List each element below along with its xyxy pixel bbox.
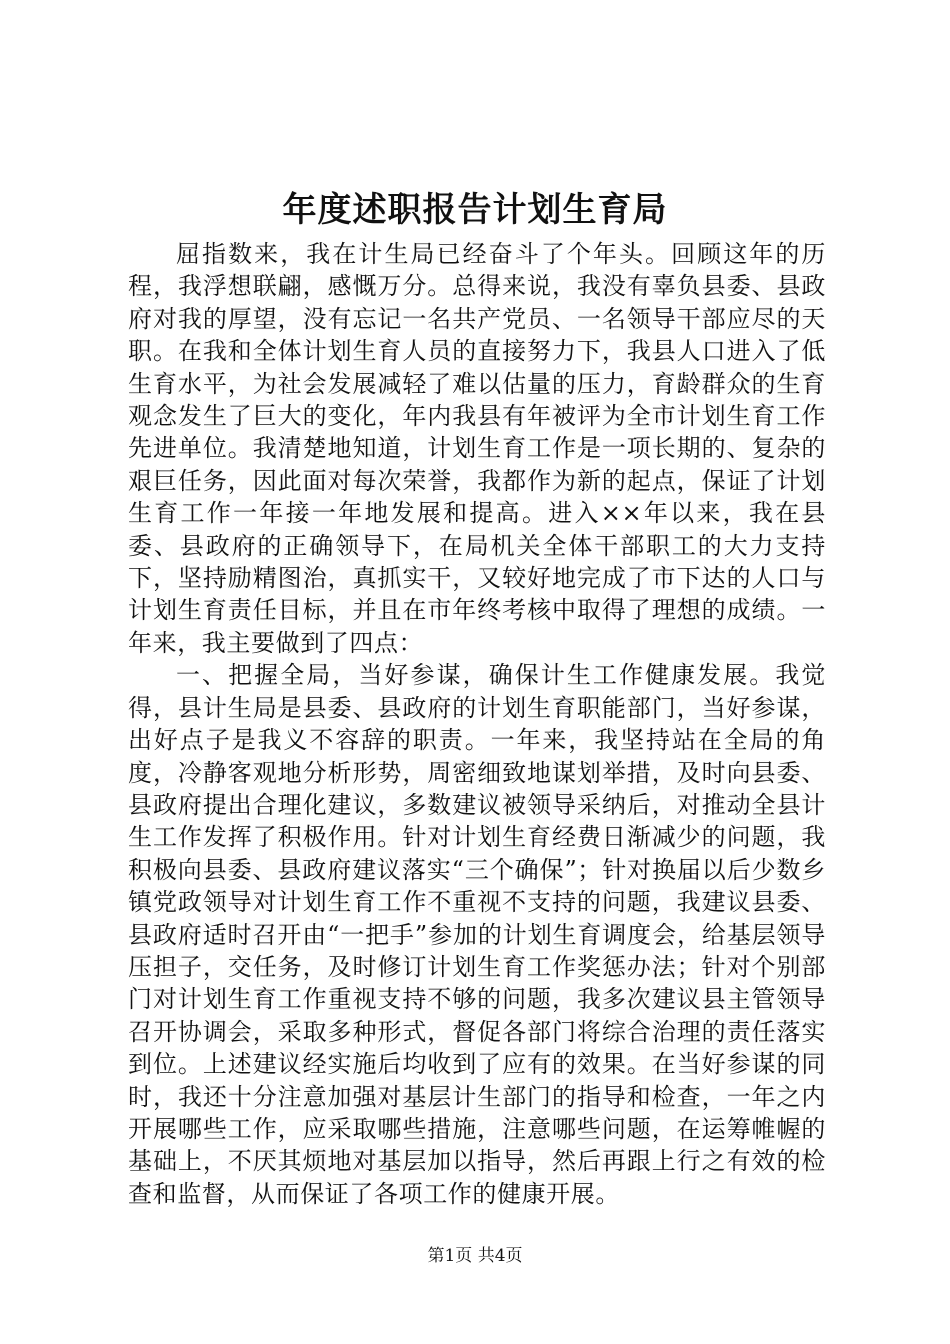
document-title: 年度述职报告计划生育局 [282, 190, 668, 230]
paragraph-intro: 屈指数来，我在计生局已经奋斗了个年头。回顾这年的历程，我浮想联翩，感慨万分。总得来说，我没有辜负县委、县政府对我的厚望，没有忘记一名共产党员、一名领导干部应尽的天职。在我和全体计划生育人员的直接努力下，我县人口进入了低生育水平，为社会发展减轻了难以估量的压力，育龄群众的生育观念发生了巨大的变化，年内我县有年被评为全市计划生育工作先进单位。我清楚地知道，计划生育工作是一项长期的、复杂的艰巨任务，因此面对每次荣誉，我都作为新的起点，保证了计划生育工作一年接一年地发展和提高。进入××年以来，我在县委、县政府的正确领导下，在局机关全体干部职工的大力支持下，坚持励精图治，真抓实干，又较好地完成了市下达的人口与计划生育责任目标，并且在市年终考核中取得了理想的成绩。一年来，我主要做到了四点： [128, 240, 826, 657]
paragraph-section-one: 一、把握全局，当好参谋，确保计生工作健康发展。我觉得，县计生局是县委、县政府的计划生育职能部门，当好参谋，出好点子是我义不容辞的职责。一年来，我坚持站在全局的角度，冷静客观地分析形势，周密细致地谋划举措，及时向县委、县政府提出合理化建议，多数建议被领导采纳后，对推动全县计生工作发挥了积极作用。针对计划生育经费日渐减少的问题，我积极向县委、县政府建议落实“三个确保”；针对换届以后少数乡镇党政领导对计划生育工作不重视不支持的问题，我建议县委、县政府适时召开由“一把手”参加的计划生育调度会，给基层领导压担子，交任务，及时修订计划生育工作奖惩办法；针对个别部门对计划生育工作重视支持不够的问题，我多次建议县主管领导召开协调会，采取多种形式，督促各部门将综合治理的责任落实到位。上述建议经实施后均收到了应有的效果。在当好参谋的同时，我还十分注意加强对基层计生部门的指导和检查，一年之内开展哪些工作，应采取哪些措施，注意哪些问题，在运筹帷幄的基础上，不厌其烦地对基层加以指导，然后再跟上行之有效的检查和监督，从而保证了各项工作的健康开展。 [128, 661, 826, 1208]
document-body [128, 238, 826, 1210]
page-footer: 第1页 共4页 [427, 1246, 523, 1266]
